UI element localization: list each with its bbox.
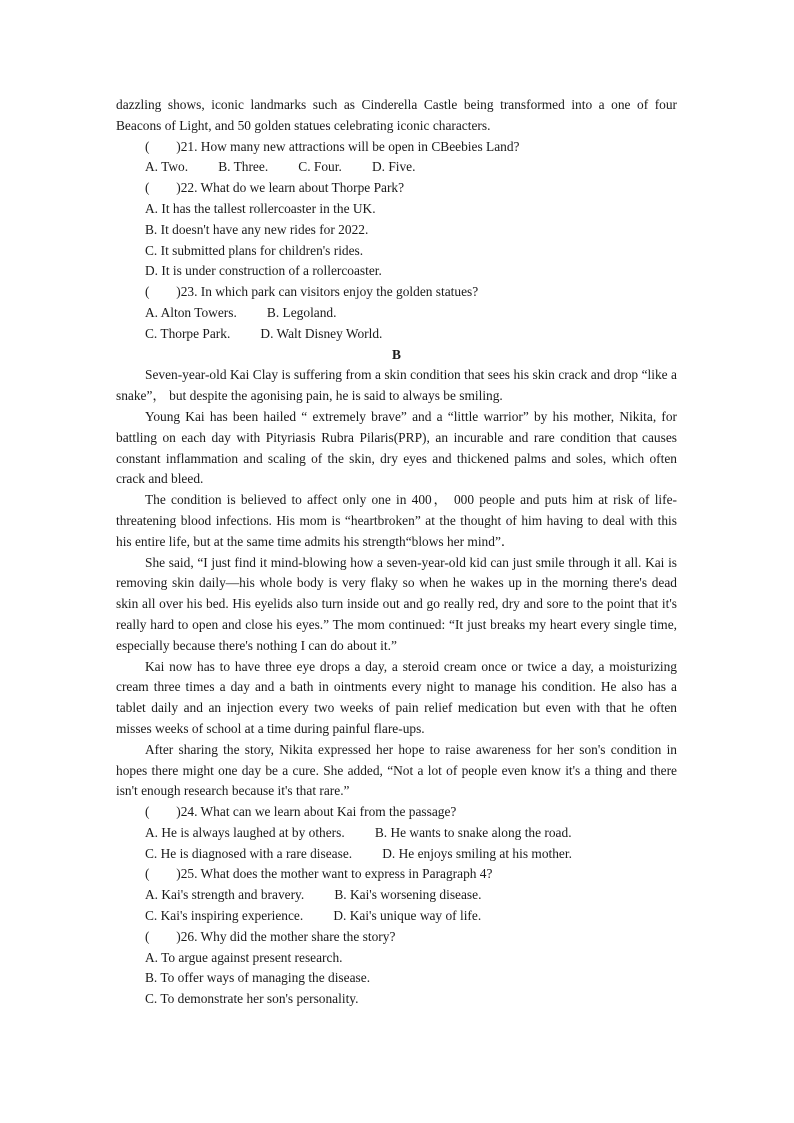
question-stem: ( )21. How many new attractions will be open in CBeebies Land? bbox=[145, 138, 520, 154]
options-cd: C. Thorpe Park. D. Walt Disney World. bbox=[145, 325, 383, 341]
passage-b-paragraph-4: She said, “I just find it mind-blowing how a seven-year-old kid can just smile through it all. Kai is removing skin daily—his whole body is very flaky so when he wakes up in the morning there's dead skin all over his bed. His eyelids also turn inside out and go really red, dry and sore to the point that it's really hard to open and close his eyes.” The mom continued: “It just breaks my heart every single time, especially because there's nothing I can do about it.” bbox=[116, 554, 677, 653]
options-cd: C. He is diagnosed with a rare disease. D. He enjoys smiling at his mother. bbox=[145, 845, 572, 861]
question-21 bbox=[116, 137, 677, 179]
question-22 bbox=[116, 178, 677, 282]
options-ab: A. He is always laughed at by others. B. He wants to snake along the road. bbox=[145, 824, 572, 840]
option-c: C. To demonstrate her son's personality. bbox=[145, 991, 359, 1007]
passage-a-tail: dazzling shows, iconic landmarks such as Cinderella Castle being transformed into a one of four Beacons of Light, and 50 golden statues celebrating iconic characters. bbox=[116, 97, 677, 133]
question-stem: ( )24. What can we learn about Kai from the passage? bbox=[145, 804, 457, 820]
question-stem: ( )23. In which park can visitors enjoy the golden statues? bbox=[145, 284, 479, 300]
option-b: B. It doesn't have any new rides for 2022. bbox=[145, 221, 369, 237]
options-cd: C. Kai's inspiring experience. D. Kai's unique way of life. bbox=[145, 908, 482, 924]
passage-b-paragraph-1: Seven-year-old Kai Clay is suffering from a skin condition that sees his skin crack and drop “like a snake”， but despite the agonising pain, he is said to always be smiling. bbox=[116, 367, 677, 404]
passage-b-paragraph-2: Young Kai has been hailed “ extremely brave” and a “little warrior” by his mother, Nikita, for battling on each day with Pityriasis Rubra Pilaris(PRP), an incurable and rare condition that causes constant inflammation and scaling of the skin, dry eyes and thickened palms and soles, which often crack and bleed. bbox=[116, 408, 677, 487]
question-options: A. Two. B. Three. C. Four. D. Five. bbox=[145, 159, 416, 175]
section-b-title: B bbox=[392, 346, 401, 362]
question-stem: ( )25. What does the mother want to express in Paragraph 4? bbox=[145, 866, 493, 882]
passage-b-paragraph-6: After sharing the story, Nikita expressed her hope to raise awareness for her son's condition in hopes there might one day be a cure. She added, “Not a lot of people even know it's a thing and there isn't enough research because it's that rare.” bbox=[116, 741, 677, 799]
question-23 bbox=[116, 282, 677, 344]
question-26 bbox=[116, 927, 677, 1010]
question-stem: ( )26. Why did the mother share the story? bbox=[145, 928, 396, 944]
question-25 bbox=[116, 864, 677, 926]
passage-b-paragraph-5: Kai now has to have three eye drops a day, a steroid cream once or twice a day, a moisturizing cream three times a day and a bath in ointments every night to manage his condition. He also has a tablet daily and an injection every two weeks of pain relief medication but even with that he often misses weeks of school at a time during painful flare-ups. bbox=[116, 658, 677, 736]
question-24 bbox=[116, 802, 677, 864]
option-d: D. It is under construction of a rollercoaster. bbox=[145, 263, 382, 279]
option-a: A. It has the tallest rollercoaster in the UK. bbox=[145, 200, 376, 216]
document-page bbox=[116, 95, 677, 1010]
option-b: B. To offer ways of managing the disease. bbox=[145, 970, 371, 986]
option-a: A. To argue against present research. bbox=[145, 949, 343, 965]
question-stem: ( )22. What do we learn about Thorpe Park? bbox=[145, 180, 405, 196]
options-ab: A. Kai's strength and bravery. B. Kai's worsening disease. bbox=[145, 887, 482, 903]
option-c: C. It submitted plans for children's rides. bbox=[145, 242, 364, 258]
passage-b-paragraph-3: The condition is believed to affect only one in 400， 000 people and puts him at risk of life-threatening blood infections. His mom is “heartbroken” at the thought of him having to deal with this his entire life, but at the same time admits his strength“blows her mind”． bbox=[116, 492, 677, 549]
options-ab: A. Alton Towers. B. Legoland. bbox=[145, 304, 337, 320]
